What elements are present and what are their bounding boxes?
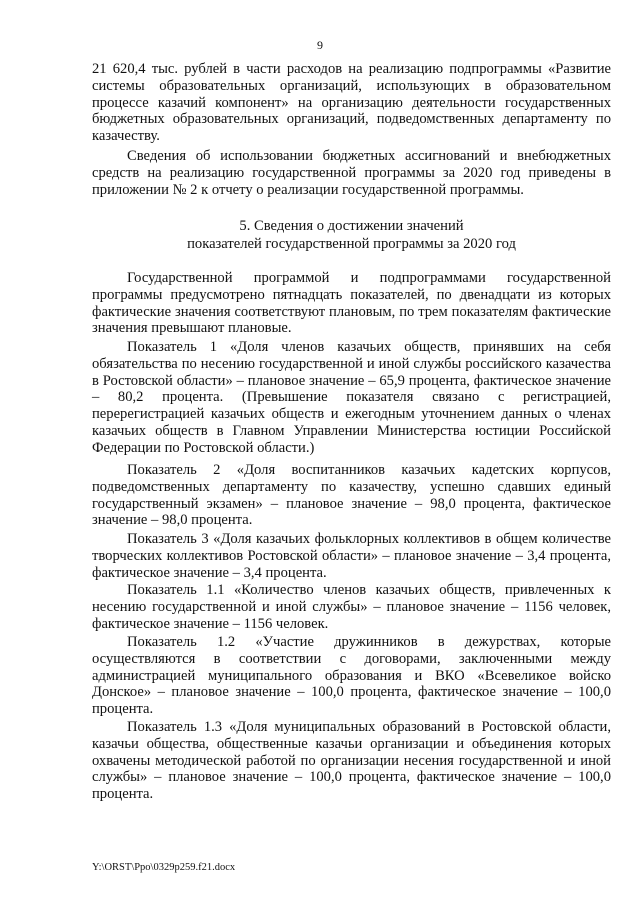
paragraph-indicator-1-2: Показатель 1.2 «Участие дружинников в дежурствах, которые осуществляются в соответствии с договорами, заключенными между администрацией муниципального образования и ВКО «Всевеликое войско Донское» – плановое значение – 100,0 процента, фактическое значение – 100,0 процента. [92,634,611,718]
footer-file-path: Y:\ORST\Ppo\0329p259.f21.docx [92,862,236,873]
paragraph-indicators-summary: Государственной программой и подпрограммами государственной программы предусмотрено пятнадцать показателей, по двенадцати из которых фактические значения соответствуют плановым, по трем показателям фактические значения превышают плановые. [92,270,611,337]
paragraph-budget-expenses: 21 620,4 тыс. рублей в части расходов на реализацию подпрограммы «Развитие системы образовательных организаций, использующих в образовательном процессе казачий компонент» на организацию деятельности государственных бюджетных образовательных организаций, подведомственных департаменту по казачеству. [92,61,611,145]
section-heading-line-2: показателей государственной программы за 2020 год [187,236,516,252]
paragraph-indicator-2: Показатель 2 «Доля воспитанников казачьих кадетских корпусов, подведомственных департаменту по казачеству, успешно сдавших единый государственный экзамен» – плановое значение – 98,0 процента, фактическое значение – 98,0 процента. [92,462,611,529]
paragraph-indicator-1-3: Показатель 1.3 «Доля муниципальных образований в Ростовской области, казачьи общества, общественные казачьи организации и объединения которых охвачены методической работой по организации несения государственной и иной службы» – плановое значение – 100,0 процента, фактическое значение – 100,0 процента. [92,719,611,803]
paragraph-indicator-1: Показатель 1 «Доля членов казачьих обществ, принявших на себя обязательства по несению государственной и иной службы российского казачества в Ростовской области» – плановое значение – 65,9 процента, фактическое значение – 80,2 процента. (Превышение показателя связано с регистрацией, перерегистрацией казачьих обществ и ежегодным уточнением данных о членах казачьих обществ в Главном Управлении Министерства юстиции Российской Федерации по Ростовской области.) [92,339,611,456]
page-number: 9 [317,38,323,52]
section-heading [92,217,611,253]
paragraph-indicator-1-1: Показатель 1.1 «Количество членов казачьих обществ, привлеченных к несению государственной и иной службы» – плановое значение – 1156 человек, фактическое значение – 1156 человек. [92,582,611,632]
paragraph-budget-usage-info: Сведения об использовании бюджетных ассигнований и внебюджетных средств на реализацию государственной программы за 2020 год приведены в приложении № 2 к отчету о реализации государственной программы. [92,148,611,198]
section-heading-line-1: 5. Сведения о достижении значений [239,218,464,234]
paragraph-indicator-3: Показатель 3 «Доля казачьих фольклорных коллективов в общем количестве творческих коллективов Ростовской области» – плановое значение – 3,4 процента, фактическое значение – 3,4 процента. [92,531,611,581]
